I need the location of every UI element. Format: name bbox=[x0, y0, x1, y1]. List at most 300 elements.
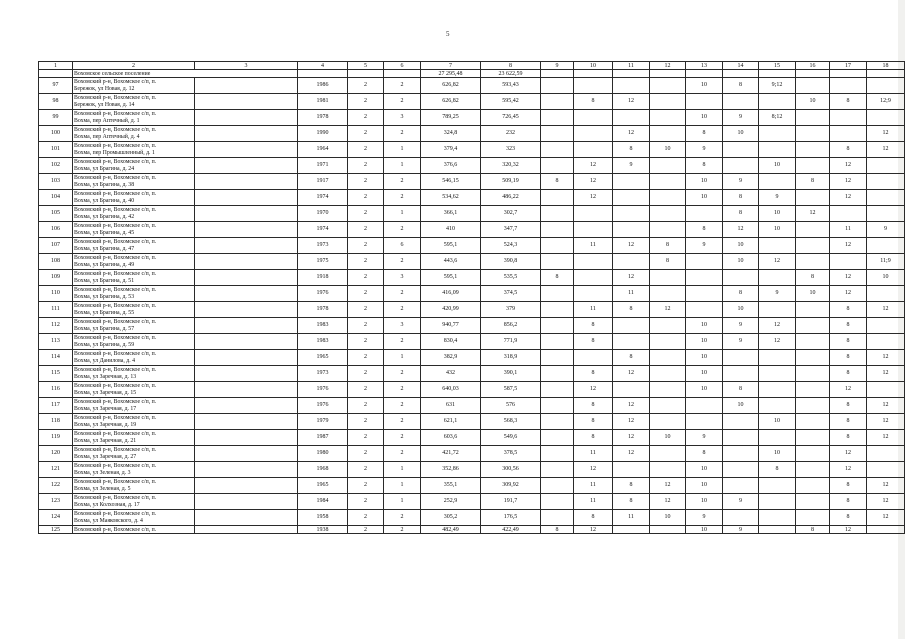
housing-register-table bbox=[38, 61, 905, 534]
cell-c11 bbox=[613, 222, 650, 238]
cell-c14 bbox=[723, 510, 759, 526]
column-number-8: 8 bbox=[481, 62, 541, 70]
cell-c16: 8 bbox=[796, 270, 830, 286]
cell-c18 bbox=[867, 334, 905, 350]
cell-c9 bbox=[541, 462, 574, 478]
cell-c14: 9 bbox=[723, 174, 759, 190]
cell-c15 bbox=[759, 366, 796, 382]
cell-c12: 12 bbox=[650, 302, 686, 318]
cell-c3 bbox=[195, 270, 298, 286]
cell-c8: 771,9 bbox=[481, 334, 541, 350]
cell-c11: 12 bbox=[613, 126, 650, 142]
cell-c16 bbox=[796, 78, 830, 94]
table-row bbox=[39, 478, 905, 494]
cell-c12 bbox=[650, 414, 686, 430]
table-row bbox=[39, 526, 905, 534]
cell-c7: 830,4 bbox=[421, 334, 481, 350]
cell-year: 1987 bbox=[298, 430, 348, 446]
cell-c18: 11;9 bbox=[867, 254, 905, 270]
cell-c15 bbox=[759, 302, 796, 318]
cell-c14 bbox=[723, 462, 759, 478]
cell-c18 bbox=[867, 382, 905, 398]
cell-c13: 10 bbox=[686, 366, 723, 382]
cell-c13 bbox=[686, 206, 723, 222]
address-line-1: Вохомский р-н, Вохомское с/п, п. bbox=[74, 206, 157, 213]
cell-c11: 12 bbox=[613, 94, 650, 110]
row-number: 107 bbox=[39, 238, 73, 254]
address-line-1: Вохомский р-н, Вохомское с/п, п. bbox=[74, 94, 157, 101]
cell-year: 1918 bbox=[298, 270, 348, 286]
cell-c16 bbox=[796, 334, 830, 350]
cell-c6: 2 bbox=[384, 78, 421, 94]
cell-c7: 626,82 bbox=[421, 78, 481, 94]
column-number-7: 7 bbox=[421, 62, 481, 70]
address-cell bbox=[73, 478, 195, 494]
address-line-2: Вохма, ул Брагина, д. 45 bbox=[74, 229, 135, 236]
cell-c5: 2 bbox=[348, 334, 384, 350]
cell-c5: 2 bbox=[348, 494, 384, 510]
cell-c7: 379,4 bbox=[421, 142, 481, 158]
cell-c10: 8 bbox=[574, 94, 613, 110]
row-number: 115 bbox=[39, 366, 73, 382]
cell-c5: 2 bbox=[348, 462, 384, 478]
address-line-2: Вохма, ул Брагина, д. 40 bbox=[74, 197, 135, 204]
cell-c17 bbox=[830, 254, 867, 270]
address-cell bbox=[73, 206, 195, 222]
cell-c10: 8 bbox=[574, 510, 613, 526]
address-line-1: Вохомский р-н, Вохомское с/п, п. bbox=[74, 414, 157, 421]
cell-c5: 2 bbox=[348, 350, 384, 366]
cell-c13: 8 bbox=[686, 222, 723, 238]
cell-c17: 8 bbox=[830, 302, 867, 318]
cell-c10: 12 bbox=[574, 526, 613, 534]
cell-c18: 12 bbox=[867, 398, 905, 414]
cell-c6: 2 bbox=[384, 334, 421, 350]
cell-c17: 8 bbox=[830, 430, 867, 446]
cell-c7: 595,1 bbox=[421, 270, 481, 286]
cell-c14: 9 bbox=[723, 110, 759, 126]
cell-c3 bbox=[195, 366, 298, 382]
cell-c12 bbox=[650, 526, 686, 534]
address-cell bbox=[73, 126, 195, 142]
address-cell bbox=[73, 430, 195, 446]
cell-c9 bbox=[541, 478, 574, 494]
address-cell bbox=[73, 302, 195, 318]
cell-c15 bbox=[759, 526, 796, 534]
cell-c16 bbox=[796, 222, 830, 238]
cell-c18: 12 bbox=[867, 478, 905, 494]
table-row bbox=[39, 494, 905, 510]
address-line-1: Вохомский р-н, Вохомское с/п, п. bbox=[74, 382, 157, 389]
cell-c7: 352,86 bbox=[421, 462, 481, 478]
cell-c11: 12 bbox=[613, 446, 650, 462]
row-number: 123 bbox=[39, 494, 73, 510]
cell-c6: 1 bbox=[384, 158, 421, 174]
cell-c17: 12 bbox=[830, 462, 867, 478]
cell-year: 1980 bbox=[298, 446, 348, 462]
cell-c6: 2 bbox=[384, 174, 421, 190]
address-line-1: Вохомский р-н, Вохомское с/п, п. bbox=[74, 478, 157, 485]
table-row bbox=[39, 462, 905, 478]
cell-c8: 549,6 bbox=[481, 430, 541, 446]
cell-c3 bbox=[195, 286, 298, 302]
row-number: 99 bbox=[39, 110, 73, 126]
cell-c12: 10 bbox=[650, 430, 686, 446]
cell-c5: 2 bbox=[348, 222, 384, 238]
address-cell bbox=[73, 462, 195, 478]
table-row bbox=[39, 142, 905, 158]
cell-c3 bbox=[195, 142, 298, 158]
cell-c10 bbox=[574, 222, 613, 238]
cell-c11: 8 bbox=[613, 302, 650, 318]
cell-c14 bbox=[723, 94, 759, 110]
address-cell bbox=[73, 78, 195, 94]
cell-c5: 2 bbox=[348, 238, 384, 254]
cell-c7: 355,1 bbox=[421, 478, 481, 494]
cell-c7: 324,8 bbox=[421, 126, 481, 142]
cell-c3 bbox=[195, 430, 298, 446]
cell-c12 bbox=[650, 366, 686, 382]
cell-c9 bbox=[541, 206, 574, 222]
cell-year: 1964 bbox=[298, 142, 348, 158]
cell-c15: 12 bbox=[759, 318, 796, 334]
cell-c10 bbox=[574, 270, 613, 286]
cell-c11: 8 bbox=[613, 478, 650, 494]
address-cell bbox=[73, 94, 195, 110]
address-line-1: Вохомский р-н, Вохомское с/п, п. bbox=[74, 366, 157, 373]
cell-c14 bbox=[723, 414, 759, 430]
cell-c17: 12 bbox=[830, 238, 867, 254]
cell-year: 1975 bbox=[298, 254, 348, 270]
cell-c14: 10 bbox=[723, 254, 759, 270]
cell-c13: 8 bbox=[686, 446, 723, 462]
cell-year: 1973 bbox=[298, 366, 348, 382]
row-number: 102 bbox=[39, 158, 73, 174]
cell-year: 1958 bbox=[298, 510, 348, 526]
cell-c17: 12 bbox=[830, 446, 867, 462]
cell-c13: 10 bbox=[686, 174, 723, 190]
cell-c18 bbox=[867, 286, 905, 302]
cell-c5: 2 bbox=[348, 94, 384, 110]
cell-c16 bbox=[796, 398, 830, 414]
cell-c14: 9 bbox=[723, 526, 759, 534]
cell-c12 bbox=[650, 286, 686, 302]
cell-c16 bbox=[796, 126, 830, 142]
cell-c17: 8 bbox=[830, 494, 867, 510]
cell-c7: 376,6 bbox=[421, 158, 481, 174]
address-line-1: Вохомский р-н, Вохомское с/п, п. bbox=[74, 254, 157, 261]
cell-c10: 8 bbox=[574, 334, 613, 350]
cell-c13 bbox=[686, 398, 723, 414]
cell-c9 bbox=[541, 94, 574, 110]
cell-c15 bbox=[759, 174, 796, 190]
cell-c8: 302,7 bbox=[481, 206, 541, 222]
cell-c13: 9 bbox=[686, 142, 723, 158]
cell-c6: 2 bbox=[384, 366, 421, 382]
cell-c11 bbox=[613, 254, 650, 270]
cell-c5: 2 bbox=[348, 478, 384, 494]
table-row bbox=[39, 334, 905, 350]
row-number: 98 bbox=[39, 94, 73, 110]
address-line-1: Вохомский р-н, Вохомское с/п, п. bbox=[74, 494, 157, 501]
address-line-2: Вохма, ул Колхозная, д. 17 bbox=[74, 501, 140, 508]
cell-c15: 9;12 bbox=[759, 78, 796, 94]
cell-c8: 323 bbox=[481, 142, 541, 158]
cell-c11 bbox=[613, 318, 650, 334]
cell-c5: 2 bbox=[348, 286, 384, 302]
settlement-row bbox=[39, 70, 905, 78]
cell-c15 bbox=[759, 398, 796, 414]
cell-c13: 10 bbox=[686, 462, 723, 478]
address-cell bbox=[73, 414, 195, 430]
cell-c11: 8 bbox=[613, 350, 650, 366]
cell-c6: 2 bbox=[384, 382, 421, 398]
cell-year: 1938 bbox=[298, 526, 348, 534]
cell-year: 1970 bbox=[298, 206, 348, 222]
cell-c3 bbox=[195, 222, 298, 238]
settlement-empty-cell bbox=[759, 70, 796, 78]
cell-c14: 10 bbox=[723, 238, 759, 254]
cell-year: 1983 bbox=[298, 318, 348, 334]
cell-c6: 2 bbox=[384, 94, 421, 110]
cell-c9 bbox=[541, 494, 574, 510]
cell-c6: 2 bbox=[384, 526, 421, 534]
cell-c8: 856,2 bbox=[481, 318, 541, 334]
address-line-2: Бережок, ул Новая, д. 14 bbox=[74, 101, 135, 108]
cell-c8: 587,5 bbox=[481, 382, 541, 398]
cell-c5: 2 bbox=[348, 142, 384, 158]
cell-c13: 10 bbox=[686, 110, 723, 126]
cell-c18: 12 bbox=[867, 510, 905, 526]
cell-c12 bbox=[650, 126, 686, 142]
address-line-2: Вохма, ул Брагина, д. 53 bbox=[74, 293, 135, 300]
cell-year: 1965 bbox=[298, 350, 348, 366]
cell-c17: 12 bbox=[830, 382, 867, 398]
cell-c12 bbox=[650, 334, 686, 350]
settlement-empty-cell bbox=[867, 70, 905, 78]
cell-year: 1990 bbox=[298, 126, 348, 142]
cell-c5: 2 bbox=[348, 158, 384, 174]
address-line-1: Вохомский р-н, Вохомское с/п, п. bbox=[74, 462, 157, 469]
cell-c18 bbox=[867, 446, 905, 462]
address-cell bbox=[73, 174, 195, 190]
cell-c10 bbox=[574, 254, 613, 270]
cell-c8: 374,5 bbox=[481, 286, 541, 302]
cell-c11 bbox=[613, 174, 650, 190]
cell-c18 bbox=[867, 78, 905, 94]
cell-c14: 8 bbox=[723, 78, 759, 94]
cell-c12 bbox=[650, 78, 686, 94]
settlement-col8: 23 622,59 bbox=[481, 70, 541, 78]
cell-c13: 10 bbox=[686, 478, 723, 494]
cell-c18: 9 bbox=[867, 222, 905, 238]
cell-c9: 8 bbox=[541, 270, 574, 286]
cell-c13: 10 bbox=[686, 190, 723, 206]
cell-c18 bbox=[867, 158, 905, 174]
row-number: 118 bbox=[39, 414, 73, 430]
address-line-2: Вохма, ул Брагина, д. 42 bbox=[74, 213, 135, 220]
row-number: 104 bbox=[39, 190, 73, 206]
cell-c10 bbox=[574, 78, 613, 94]
cell-c12 bbox=[650, 94, 686, 110]
cell-c7: 252,9 bbox=[421, 494, 481, 510]
row-number: 121 bbox=[39, 462, 73, 478]
cell-c18 bbox=[867, 526, 905, 534]
address-line-2: Вохма, пер Аптечный, д. 4 bbox=[74, 133, 140, 140]
cell-c8: 232 bbox=[481, 126, 541, 142]
cell-c7: 432 bbox=[421, 366, 481, 382]
cell-c6: 2 bbox=[384, 286, 421, 302]
table-row bbox=[39, 78, 905, 94]
cell-c3 bbox=[195, 302, 298, 318]
address-line-1: Вохомский р-н, Вохомское с/п, п. bbox=[74, 270, 157, 277]
column-number-18: 18 bbox=[867, 62, 905, 70]
cell-year: 1976 bbox=[298, 382, 348, 398]
cell-c15 bbox=[759, 126, 796, 142]
cell-c18: 12 bbox=[867, 126, 905, 142]
cell-c7: 631 bbox=[421, 398, 481, 414]
cell-c16: 10 bbox=[796, 286, 830, 302]
cell-c18: 12;9 bbox=[867, 94, 905, 110]
cell-c12: 10 bbox=[650, 510, 686, 526]
cell-year: 1917 bbox=[298, 174, 348, 190]
cell-year: 1974 bbox=[298, 222, 348, 238]
cell-c14: 9 bbox=[723, 318, 759, 334]
address-line-2: Вохма, пер Промышленный, д. 1 bbox=[74, 149, 155, 156]
cell-c13: 10 bbox=[686, 526, 723, 534]
cell-c18 bbox=[867, 206, 905, 222]
cell-c10: 8 bbox=[574, 366, 613, 382]
cell-c15 bbox=[759, 478, 796, 494]
cell-c8: 422,49 bbox=[481, 526, 541, 534]
column-number-row bbox=[39, 62, 905, 70]
cell-c8: 568,3 bbox=[481, 414, 541, 430]
cell-c9 bbox=[541, 110, 574, 126]
cell-year: 1979 bbox=[298, 414, 348, 430]
cell-c5: 2 bbox=[348, 126, 384, 142]
address-line-2: Вохма, ул Брагина, д. 38 bbox=[74, 181, 135, 188]
cell-c18: 12 bbox=[867, 302, 905, 318]
cell-c12 bbox=[650, 462, 686, 478]
address-line-2: Вохма, ул Зеленая, д. 5 bbox=[74, 485, 131, 492]
cell-c18 bbox=[867, 190, 905, 206]
settlement-empty-cell bbox=[348, 70, 384, 78]
cell-c12 bbox=[650, 318, 686, 334]
cell-c15 bbox=[759, 510, 796, 526]
cell-c18: 12 bbox=[867, 494, 905, 510]
row-number: 110 bbox=[39, 286, 73, 302]
cell-c12 bbox=[650, 206, 686, 222]
cell-c13: 8 bbox=[686, 126, 723, 142]
address-cell bbox=[73, 366, 195, 382]
cell-c11: 8 bbox=[613, 142, 650, 158]
cell-c9: 8 bbox=[541, 526, 574, 534]
cell-c3 bbox=[195, 350, 298, 366]
table-row bbox=[39, 206, 905, 222]
cell-c10 bbox=[574, 206, 613, 222]
cell-c3 bbox=[195, 110, 298, 126]
cell-c6: 2 bbox=[384, 398, 421, 414]
cell-c9 bbox=[541, 366, 574, 382]
cell-c5: 2 bbox=[348, 446, 384, 462]
cell-c7: 482,49 bbox=[421, 526, 481, 534]
cell-c18: 12 bbox=[867, 142, 905, 158]
cell-c15 bbox=[759, 382, 796, 398]
address-cell bbox=[73, 110, 195, 126]
cell-c3 bbox=[195, 318, 298, 334]
row-number: 113 bbox=[39, 334, 73, 350]
cell-c11: 12 bbox=[613, 270, 650, 286]
cell-c15: 9 bbox=[759, 190, 796, 206]
cell-c6: 3 bbox=[384, 270, 421, 286]
cell-c12 bbox=[650, 110, 686, 126]
cell-c6: 2 bbox=[384, 254, 421, 270]
cell-c5: 2 bbox=[348, 254, 384, 270]
cell-c8: 390,1 bbox=[481, 366, 541, 382]
column-number-9: 9 bbox=[541, 62, 574, 70]
cell-c8: 595,42 bbox=[481, 94, 541, 110]
cell-c12 bbox=[650, 446, 686, 462]
table-body bbox=[39, 62, 905, 534]
cell-c16 bbox=[796, 238, 830, 254]
cell-c10 bbox=[574, 126, 613, 142]
address-cell bbox=[73, 446, 195, 462]
cell-c6: 2 bbox=[384, 446, 421, 462]
table-row bbox=[39, 254, 905, 270]
address-line-1: Вохомский р-н, Вохомское с/п, п. bbox=[74, 222, 157, 229]
cell-c16: 8 bbox=[796, 526, 830, 534]
cell-c11: 12 bbox=[613, 414, 650, 430]
address-cell bbox=[73, 398, 195, 414]
cell-c15: 10 bbox=[759, 222, 796, 238]
address-line-2: Вохма, ул Брагина, д. 24 bbox=[74, 165, 135, 172]
cell-c9 bbox=[541, 334, 574, 350]
cell-c5: 2 bbox=[348, 190, 384, 206]
cell-c11 bbox=[613, 334, 650, 350]
cell-c16 bbox=[796, 510, 830, 526]
settlement-empty-cell bbox=[298, 70, 348, 78]
cell-c3 bbox=[195, 238, 298, 254]
cell-c10: 8 bbox=[574, 414, 613, 430]
settlement-empty-cell bbox=[613, 70, 650, 78]
cell-c3 bbox=[195, 478, 298, 494]
cell-c15 bbox=[759, 270, 796, 286]
cell-c11: 12 bbox=[613, 366, 650, 382]
cell-c14: 10 bbox=[723, 398, 759, 414]
table-row bbox=[39, 190, 905, 206]
cell-c16 bbox=[796, 446, 830, 462]
settlement-empty-cell bbox=[830, 70, 867, 78]
cell-c8: 576 bbox=[481, 398, 541, 414]
cell-c12 bbox=[650, 350, 686, 366]
column-number-5: 5 bbox=[348, 62, 384, 70]
address-line-1: Вохомский р-н, Вохомское с/п, п. bbox=[74, 302, 157, 309]
cell-c16 bbox=[796, 382, 830, 398]
address-cell bbox=[73, 382, 195, 398]
cell-c3 bbox=[195, 206, 298, 222]
cell-c13: 10 bbox=[686, 334, 723, 350]
cell-c14 bbox=[723, 446, 759, 462]
row-number: 119 bbox=[39, 430, 73, 446]
row-number: 105 bbox=[39, 206, 73, 222]
settlement-empty-cell bbox=[541, 70, 574, 78]
cell-c9 bbox=[541, 302, 574, 318]
column-number-12: 12 bbox=[650, 62, 686, 70]
cell-c9 bbox=[541, 350, 574, 366]
cell-c17: 12 bbox=[830, 158, 867, 174]
cell-year: 1971 bbox=[298, 158, 348, 174]
row-number: 106 bbox=[39, 222, 73, 238]
